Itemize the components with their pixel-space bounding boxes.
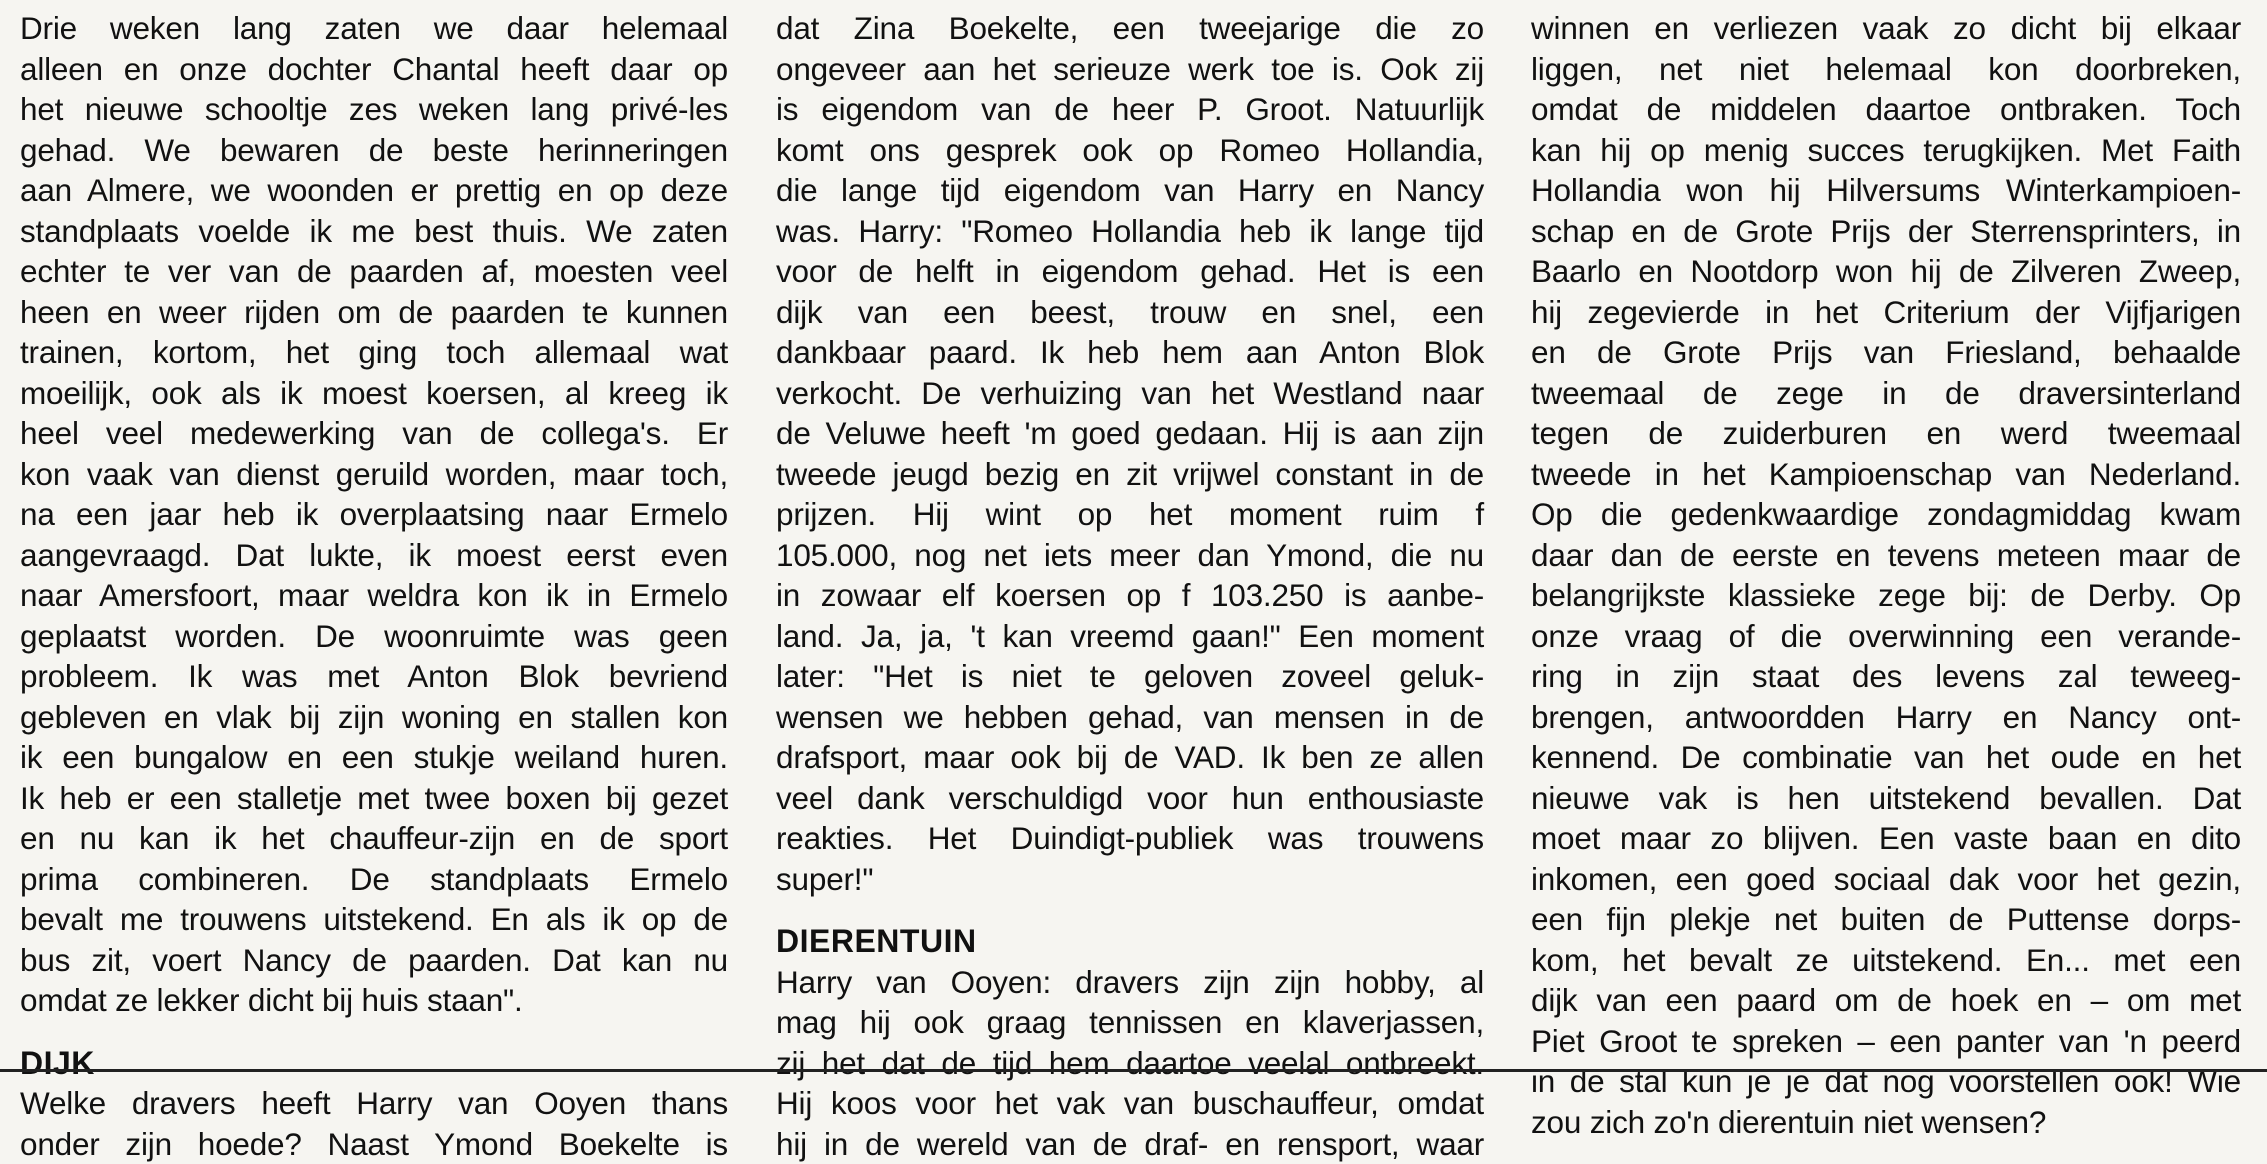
text-line: naar Amersfoort, maar weldra kon ik in Ermelo [20,575,728,616]
text-line: Drie weken lang zaten we daar helemaal [20,8,728,49]
text-line: voor de helft in eigendom gehad. Het is een [776,251,1484,292]
text-line: dijk van een beest, trouw en snel, een [776,292,1484,333]
text-line: prima combineren. De standplaats Ermelo [20,859,728,900]
section-gap [20,1021,728,1043]
text-line: Op die gedenkwaardige zondagmiddag kwam [1531,494,2241,535]
text-line: geplaatst worden. De woonruimte was geen [20,616,728,657]
text-line: omdat ze lekker dicht bij huis staan". [20,980,728,1021]
text-line: in zowaar elf koersen op f 103.250 is aanbe- [776,575,1484,616]
text-line: onder zijn hoede? Naast Ymond Boekelte is [20,1124,728,1164]
text-line: het nieuwe schooltje zes weken lang privé-les [20,89,728,130]
text-line: inkomen, een goed sociaal dak voor het gezin, [1531,859,2241,900]
bottom-rule [0,1069,2267,1072]
text-line: moet maar zo blijven. Een vaste baan en dito [1531,818,2241,859]
text-line: onze vraag of die overwinning een verande- [1531,616,2241,657]
text-line: is eigendom van de heer P. Groot. Natuurlijk [776,89,1484,130]
text-line: de Veluwe heeft 'm goed gedaan. Hij is aan zijn [776,413,1484,454]
text-line: dijk van een paard om de hoek en – om met [1531,980,2241,1021]
text-line: heel veel medewerking van de collega's. Er [20,413,728,454]
text-line: en de Grote Prijs van Friesland, behaalde [1531,332,2241,373]
text-line: echter te ver van de paarden af, moesten veel [20,251,728,292]
text-line: winnen en verliezen vaak zo dicht bij elkaar [1531,8,2241,49]
text-line: prijzen. Hij wint op het moment ruim f [776,494,1484,535]
text-line: super!" [776,859,1484,900]
text-line: Welke dravers heeft Harry van Ooyen thans [20,1083,728,1124]
text-line: wensen we hebben gehad, van mensen in de [776,697,1484,738]
text-line: komt ons gesprek ook op Romeo Hollandia, [776,130,1484,171]
text-line: 105.000, nog net iets meer dan Ymond, die nu [776,535,1484,576]
text-line: standplaats voelde ik me best thuis. We zaten [20,211,728,252]
text-line: belangrijkste klassieke zege bij: de Derby. Op [1531,575,2241,616]
text-line: ongeveer aan het serieuze werk toe is. Ook zij [776,49,1484,90]
text-line: kom, het bevalt ze uitstekend. En... met een [1531,940,2241,981]
text-line: kon vaak van dienst geruild worden, maar toch, [20,454,728,495]
text-line: Baarlo en Nootdorp won hij de Zilveren Zweep, [1531,251,2241,292]
text-line: kennend. De combinatie van het oude en het [1531,737,2241,778]
text-line: gehad. We bewaren de beste herinneringen [20,130,728,171]
section-gap [776,899,1484,921]
text-line: Piet Groot te spreken – een panter van 'n peerd [1531,1021,2241,1062]
text-line: na een jaar heb ik overplaatsing naar Ermelo [20,494,728,535]
text-line: gebleven en vlak bij zijn woning en stallen kon [20,697,728,738]
text-line: trainen, kortom, het ging toch allemaal wat [20,332,728,373]
text-line: hij zegevierde in het Criterium der Vijfjarigen [1531,292,2241,333]
text-line: land. Ja, ja, 't kan vreemd gaan!" Een moment [776,616,1484,657]
text-line: moeilijk, ook als ik moest koersen, al kreeg ik [20,373,728,414]
text-line: kan hij op menig succes terugkijken. Met Faith [1531,130,2241,171]
text-line: mag hij ook graag tennissen en klaverjassen, [776,1002,1484,1043]
text-line: liggen, net niet helemaal kon doorbreken, [1531,49,2241,90]
article-column-3 [1531,8,2241,1142]
text-line: die lange tijd eigendom van Harry en Nancy [776,170,1484,211]
text-line: daar dan de eerste en tevens meteen maar de [1531,535,2241,576]
text-line: Ik heb er een stalletje met twee boxen bij gezet [20,778,728,819]
text-line: bus zit, voert Nancy de paarden. Dat kan nu [20,940,728,981]
text-line: dankbaar paard. Ik heb hem aan Anton Blok [776,332,1484,373]
text-line: tegen de zuiderburen en werd tweemaal [1531,413,2241,454]
text-line: heen en weer rijden om de paarden te kunnen [20,292,728,333]
section-heading: DIERENTUIN [776,921,1484,962]
text-line: brengen, antwoordden Harry en Nancy ont- [1531,697,2241,738]
text-line: ik een bungalow en een stukje weiland huren. [20,737,728,778]
article-column-1 [20,8,728,1164]
text-line: later: "Het is niet te geloven zoveel geluk- [776,656,1484,697]
text-line: veel dank verschuldigd voor hun enthousiaste [776,778,1484,819]
text-line: bevalt me trouwens uitstekend. En als ik op de [20,899,728,940]
text-line: reakties. Het Duindigt-publiek was trouwens [776,818,1484,859]
text-line: hij in de wereld van de draf- en rensport, waar [776,1124,1484,1164]
text-line: Hollandia won hij Hilversums Winterkampioen- [1531,170,2241,211]
text-line: aangevraagd. Dat lukte, ik moest eerst even [20,535,728,576]
text-line: en nu kan ik het chauffeur-zijn en de sport [20,818,728,859]
text-line: een fijn plekje net buiten de Puttense dorps- [1531,899,2241,940]
text-line: verkocht. De verhuizing van het Westland naar [776,373,1484,414]
text-line: schap en de Grote Prijs der Sterrensprinters, in [1531,211,2241,252]
text-line: dat Zina Boekelte, een tweejarige die zo [776,8,1484,49]
text-line: aan Almere, we woonden er prettig en op deze [20,170,728,211]
text-line: ring in zijn staat des levens zal teweeg- [1531,656,2241,697]
text-line: alleen en onze dochter Chantal heeft daar op [20,49,728,90]
text-line: omdat de middelen daartoe ontbraken. Toch [1531,89,2241,130]
text-line: tweede in het Kampioenschap van Nederland. [1531,454,2241,495]
text-line: Harry van Ooyen: dravers zijn zijn hobby, al [776,962,1484,1003]
text-line: zou zich zo'n dierentuin niet wensen? [1531,1102,2241,1143]
text-line: was. Harry: "Romeo Hollandia heb ik lange tijd [776,211,1484,252]
article-column-2 [776,8,1484,1164]
text-line: tweemaal de zege in de draversinterland [1531,373,2241,414]
section-heading: DIJK [20,1043,728,1084]
text-line: probleem. Ik was met Anton Blok bevriend [20,656,728,697]
text-line: zij het dat de tijd hem daartoe veelal ontbreekt. [776,1043,1484,1084]
text-line: drafsport, maar ook bij de VAD. Ik ben ze allen [776,737,1484,778]
text-line: Hij koos voor het vak van buschauffeur, omdat [776,1083,1484,1124]
text-line: nieuwe vak is hen uitstekend bevallen. Dat [1531,778,2241,819]
text-line: tweede jeugd bezig en zit vrijwel constant in de [776,454,1484,495]
text-line: in de stal kun je je dat nog voorstellen ook! Wie [1531,1061,2241,1102]
